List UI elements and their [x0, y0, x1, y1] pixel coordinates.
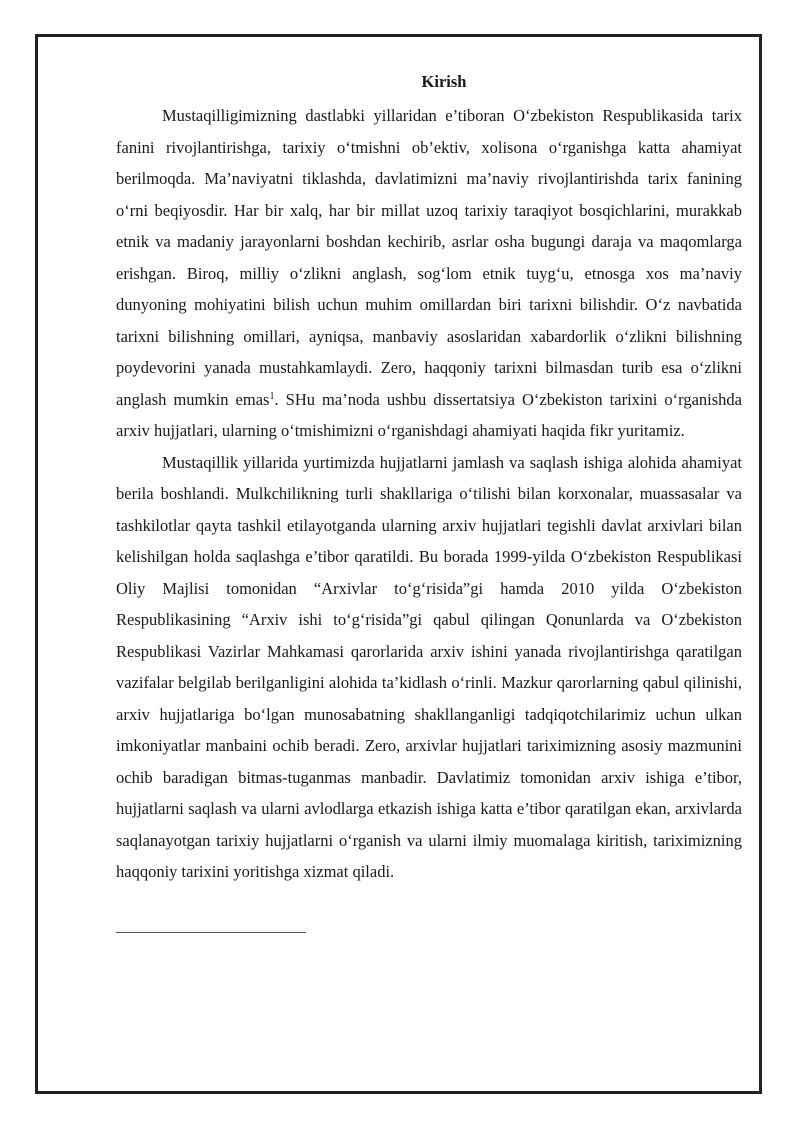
- paragraph-1-text: Mustaqilligimizning dastlabki yillaridan e’tiboran O‘zbekiston Respublikasida tarix fanini rivojlantirishga, tarixiy o‘tmishni ob’ektiv, xolisona o‘rganishga katta ahamiyat berilmoqda. Ma’naviyatni tiklashda, davlatimizni ma’naviy rivojlantirishda tarix fanining o‘rni beqiyosdir. Har bir xalq, har bir millat uzoq tarixiy taraqiyot bosqichlarini, murakkab etnik va madaniy jarayonlarni boshdan kechirib, asrlar osha bugungi daraja va maqomlarga erishgan. Biroq, milliy o‘zlikni anglash, sog‘lom etnik tuyg‘u, etnosga xos ma’naviy dunyoning mohiyatini bilish uchun muhim omillardan biri tarixni bilishdir. O‘z navbatida tarixni bilishning omillari, ayniqsa, manbaviy asoslaridan xabardorlik o‘zlikni bilishning poydevorini yanada mustahkamlaydi. Zero, haqqoniy tarixni bilmasdan turib esa o‘zlikni anglash mumkin emas: [116, 106, 742, 409]
- paragraph-2: [116, 447, 742, 888]
- footnote-separator: [116, 932, 306, 933]
- paragraph-1: [116, 100, 742, 447]
- footnote-ref[interactable]: 1: [269, 390, 275, 402]
- section-title: Kirish: [421, 72, 467, 91]
- paragraph-2-text: Mustaqillik yillarida yurtimizda hujjatlarni jamlash va saqlash ishiga alohida ahamiyat berila boshlandi. Mulkchilikning turli shakllariga o‘tilishi bilan korxonalar, muassasalar va tashkilotlar qayta tashkil etilayotganda ularning arxiv hujjatlari tegishli davlat arxivlari bilan kelishilgan holda saqlashga e’tibor qaratildi. Bu borada 1999-yilda O‘zbekiston Respublikasi Oliy Majlisi tomonidan “Arxivlar to‘g‘risida”gi hamda 2010 yilda O‘zbekiston Respublikasining “Arxiv ishi to‘g‘risida”gi qabul qilingan Qonunlarda va O‘zbekiston Respublikasi Vazirlar Mahkamasi qarorlarida arxiv ishini yanada rivojlantirishga qaratilgan vazifalar belgilab berilganligini alohida ta’kidlash o‘rinli. Mazkur qarorlarning qabul qilinishi, arxiv hujjatlariga bo‘lgan munosabatning shakllanganligi tadqiqotchilarimiz uchun ulkan imkoniyatlar manbaini ochib beradi. Zero, arxivlar hujjatlari tariximizning asosiy mazmunini ochib baradigan bitmas-tuganmas manbadir. Davlatimiz tomonidan arxiv ishiga e’tibor, hujjatlarni saqlash va ularni avlodlarga etkazish ishiga katta e’tibor qaratilgan ekan, arxivlarda saqlanayotgan tarixiy hujjatlarni o‘rganish va ularni ilmiy muomalaga kiritish, tariximizning haqqoniy tarixini yoritishga xizmat qiladi.: [116, 452, 742, 881]
- paragraph-1-text-after: . SHu ma’noda ushbu dissertatsiya O‘zbekiston tarixini o‘rganishda arxiv hujjatlari, ularning o‘tmishimizni o‘rganishdagi ahamiyati haqida fikr yuritamiz.: [116, 389, 743, 440]
- document-body: [116, 72, 742, 888]
